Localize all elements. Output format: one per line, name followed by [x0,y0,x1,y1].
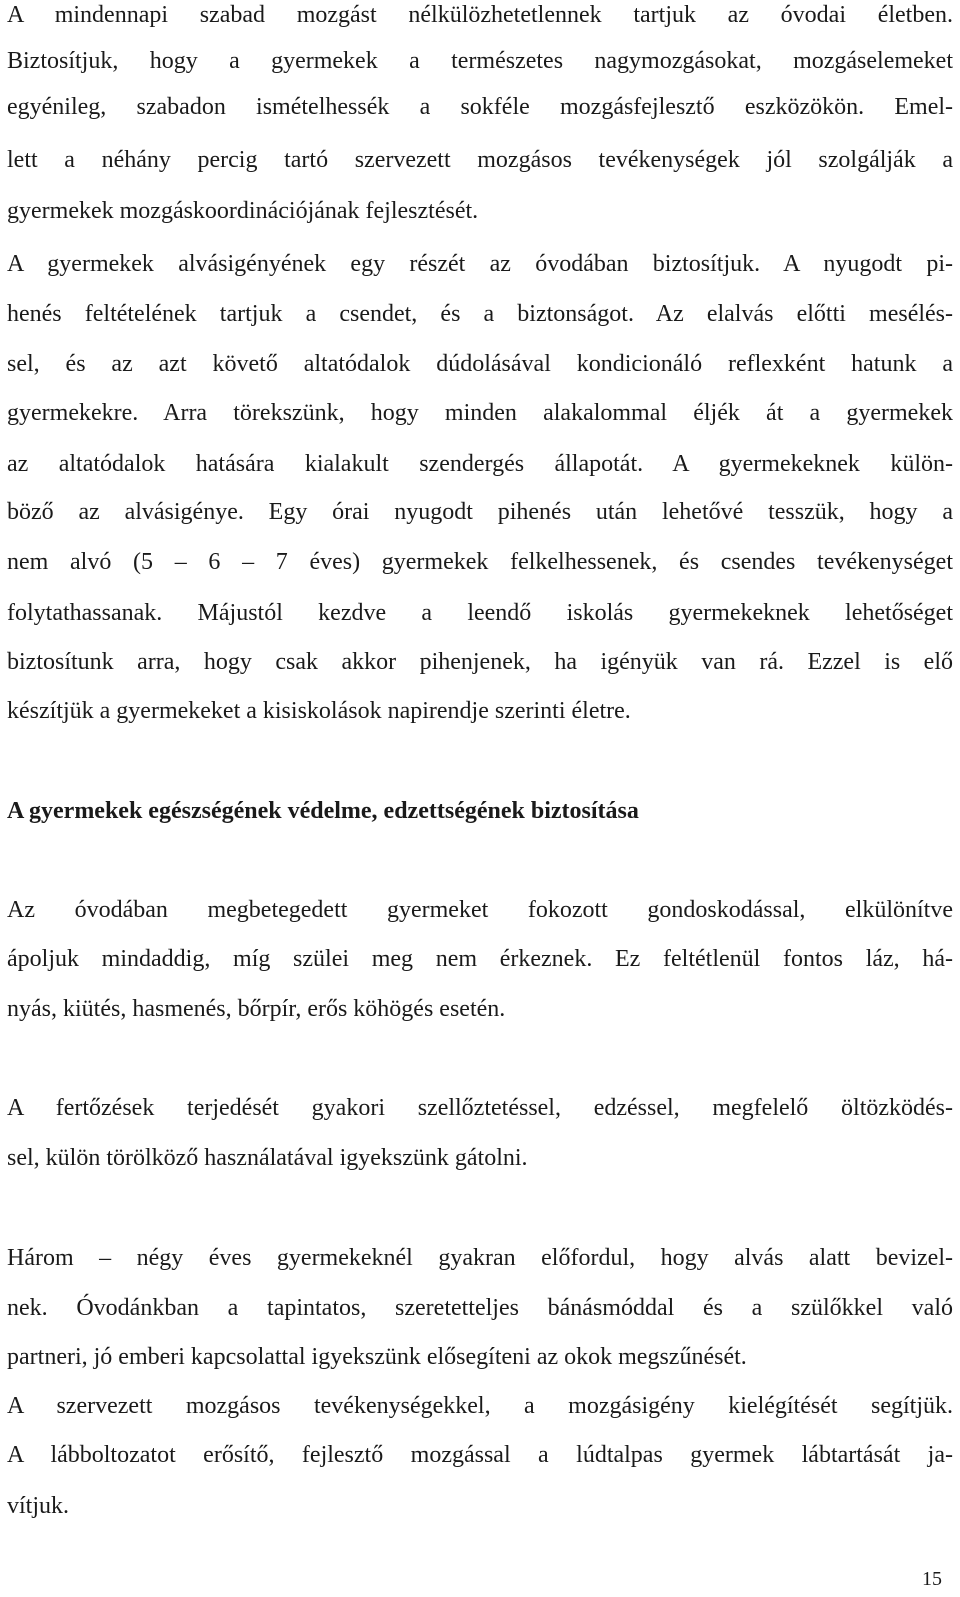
text-line: biztosítunk arra, hogy csak akkor pihenjenek, ha igényük van rá. Ezzel is elő [7,649,953,675]
text-line: nem alvó (5 – 6 – 7 éves) gyermekek felkelhessenek, és csendes tevékenységet [7,549,953,575]
text-line: folytathassanak. Májustól kezdve a leendő iskolás gyermekeknek lehetőséget [7,600,953,626]
text-line: sel, és az azt követő altatódalok dúdolásával kondicionáló reflexként hatunk a [7,351,953,377]
text-line: nyás, kiütés, hasmenés, bőrpír, erős köhögés esetén. [7,996,506,1022]
text-line: az altatódalok hatására kialakult szendergés állapotát. A gyermekeknek külön- [7,451,953,477]
text-line: böző az alvásigénye. Egy órai nyugodt pihenés után lehetővé tesszük, hogy a [7,499,953,525]
text-line: Az óvodában megbetegedett gyermeket fokozott gondoskodással, elkülönítve [7,897,953,923]
text-line: A fertőzések terjedését gyakori szellőztetéssel, edzéssel, megfelelő öltözködés- [7,1095,953,1121]
text-line: A szervezett mozgásos tevékenységekkel, a mozgásigény kielégítését segítjük. [7,1393,953,1419]
text-line: A lábboltozatot erősítő, fejlesztő mozgással a lúdtalpas gyermek lábtartását ja- [7,1442,953,1468]
section-heading: A gyermekek egészségének védelme, edzettségének biztosítása [7,798,639,824]
text-line: gyermekek mozgáskoordinációjának fejlesztését. [7,198,479,224]
text-line: lett a néhány percig tartó szervezett mozgásos tevékenységek jól szolgálják a [7,147,953,173]
text-line: ápoljuk mindaddig, míg szülei meg nem érkeznek. Ez feltétlenül fontos láz, há- [7,946,953,972]
text-line: A gyermekek alvásigényének egy részét az óvodában biztosítjuk. A nyugodt pi- [7,251,953,277]
text-line: henés feltételének tartjuk a csendet, és a biztonságot. Az elalvás előtti mesélés- [7,301,953,327]
text-line: egyénileg, szabadon ismételhessék a sokféle mozgásfejlesztő eszközökön. Emel- [7,94,953,120]
text-line: gyermekekre. Arra törekszünk, hogy minden alakalommal éljék át a gyermekek [7,400,953,426]
text-line: nek. Óvodánkban a tapintatos, szeretetteljes bánásmóddal és a szülőkkel való [7,1295,953,1321]
text-line: készítjük a gyermekeket a kisiskolások napirendje szerinti életre. [7,698,631,724]
page-number: 15 [922,1568,942,1590]
text-line: Három – négy éves gyermekeknél gyakran előfordul, hogy alvás alatt bevizel- [7,1245,953,1271]
text-line: sel, külön törölköző használatával igyekszünk gátolni. [7,1145,528,1171]
text-line: partneri, jó emberi kapcsolattal igyekszünk elősegíteni az okok megszűnését. [7,1344,747,1370]
text-line: Biztosítjuk, hogy a gyermekek a természetes nagymozgásokat, mozgáselemeket [7,48,953,74]
text-line: vítjuk. [7,1493,70,1519]
text-line: A mindennapi szabad mozgást nélkülözhetetlennek tartjuk az óvodai életben. [7,2,953,28]
